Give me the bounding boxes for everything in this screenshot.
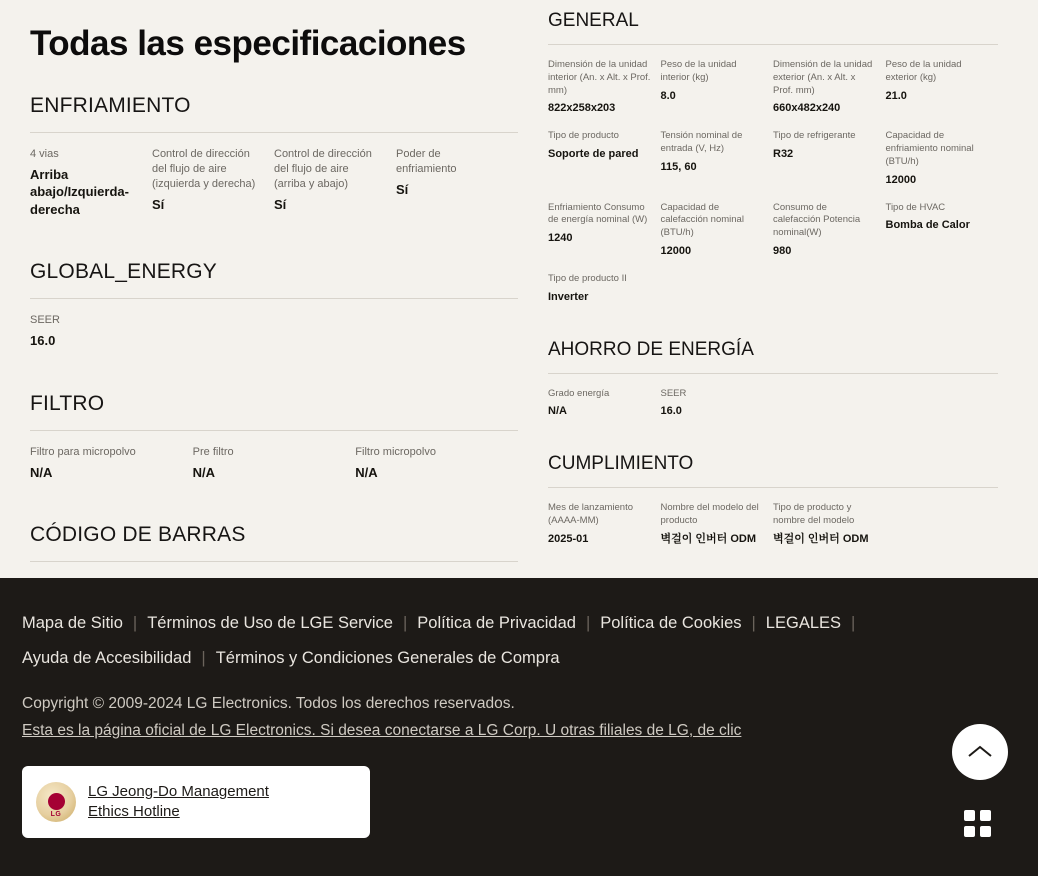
link-separator: |: [201, 648, 206, 667]
spec-value: Arriba abajo/Izquierda-derecha: [30, 166, 129, 217]
spec-value: Soporte de pared: [548, 148, 639, 161]
spec-key: Tipo de producto II: [548, 272, 627, 284]
spec-value: Inverter: [548, 290, 589, 303]
section-ahorro-de-energia: [548, 339, 998, 434]
grid-cell: [980, 826, 991, 837]
ethics-hotline-line-1: LG Jeong-Do Management: [88, 782, 269, 800]
spec-grid: [30, 147, 518, 234]
spec-value: R32: [773, 148, 794, 161]
chevron-up-icon: [967, 744, 993, 760]
spec-key: Filtro para micropolvo: [30, 445, 136, 458]
footer-link-ayuda-de-accesibilidad[interactable]: Ayuda de Accesibilidad: [22, 648, 192, 667]
spec-value: Sí: [152, 196, 165, 212]
spec-item: [773, 59, 886, 116]
spec-key: Poder de enfriamiento: [396, 148, 457, 175]
spec-value: N/A: [355, 464, 378, 480]
spec-value: 벽걸이 인버터 ODM: [660, 532, 757, 545]
footer-link-terminos-y-condiciones[interactable]: Términos y Condiciones Generales de Compra: [215, 648, 560, 667]
spec-value: 12000: [885, 173, 917, 186]
spec-value: 16.0: [660, 405, 682, 418]
spec-item: [773, 502, 886, 546]
spec-value: N/A: [192, 464, 216, 480]
spec-key: Control de dirección del flujo de aire (izquierda y derecha): [152, 148, 256, 190]
link-separator: |: [585, 614, 591, 632]
spec-key: Grado energía: [548, 387, 610, 399]
lg-logo-mark: [48, 793, 65, 810]
spec-key: Tensión nominal de entrada (V, Hz): [660, 130, 743, 155]
spec-value: 벽걸이 인버터 ODM: [773, 532, 869, 545]
spec-key: Consumo de calefacción Potencia nominal(W): [773, 201, 861, 239]
link-separator: |: [402, 614, 408, 632]
spec-value: Bomba de Calor: [885, 219, 970, 232]
section-heading: CÓDIGO DE BARRAS: [30, 523, 246, 547]
spec-value: 21.0: [885, 89, 907, 102]
ethics-hotline-line-2: Ethics Hotline: [88, 802, 180, 820]
section-global-energy: [30, 260, 518, 365]
spec-value: Sí: [274, 196, 287, 212]
spec-item: [396, 147, 518, 218]
spec-item: [30, 313, 193, 349]
scroll-to-top-button[interactable]: [952, 724, 1008, 780]
spec-item: [886, 202, 999, 259]
section-heading: GLOBAL_ENERGY: [30, 260, 218, 284]
spec-key: Capacidad de enfriamiento nominal (BTU/h): [885, 130, 974, 167]
spec-item: [661, 388, 774, 420]
spec-key: 4 vias: [30, 148, 59, 160]
spec-grid: [548, 502, 998, 560]
divider: [30, 430, 518, 431]
spec-value: 980: [773, 245, 792, 257]
spec-key: Dimensión de la unidad exterior (An. x Alt. x Prof. mm): [773, 59, 873, 96]
grid-cell: [964, 810, 975, 821]
ethics-hotline-label: [88, 782, 269, 823]
spec-value: 16.0: [30, 333, 56, 349]
spec-item: [152, 147, 274, 218]
section-filtro: [30, 392, 518, 497]
spec-item: [661, 502, 774, 546]
spec-value: 2025-01: [548, 532, 589, 545]
spec-key: SEER: [660, 387, 687, 399]
spec-key: Tipo de producto: [548, 130, 619, 142]
spec-grid: [30, 313, 518, 365]
footer-link-legales[interactable]: LEGALES: [765, 614, 842, 632]
spec-item: [886, 130, 999, 187]
spec-item: [548, 59, 661, 116]
section-heading: CUMPLIMIENTO: [548, 453, 694, 475]
page-title: Todas las especificaciones: [30, 24, 466, 63]
copyright-text: Copyright © 2009-2024 LG Electronics. Todos los derechos reservados.: [22, 695, 515, 713]
spec-value: 660x482x240: [773, 102, 841, 115]
spec-grid: [30, 445, 518, 497]
spec-key: Peso de la unidad interior (kg): [660, 59, 737, 83]
section-heading: GENERAL: [548, 10, 639, 31]
ethics-hotline-card[interactable]: [22, 766, 370, 838]
spec-item: [773, 202, 886, 259]
divider: [30, 298, 518, 299]
spec-grid: [548, 388, 998, 434]
spec-key: Filtro micropolvo: [355, 445, 436, 458]
spec-value: 12000: [660, 245, 692, 257]
spec-key: Tipo de refrigerante: [773, 130, 856, 142]
divider: [30, 132, 518, 133]
spec-item: [661, 202, 774, 259]
spec-item: [548, 502, 661, 546]
divider: [548, 373, 998, 374]
footer-link-politica-de-privacidad[interactable]: Política de Privacidad: [417, 614, 576, 632]
spec-item: [886, 59, 999, 116]
footer-links-row-1: [22, 606, 1016, 641]
footer-links-row-2: [22, 641, 1016, 676]
spec-item: [548, 273, 661, 305]
spec-key: Mes de lanzamiento (AAAA-MM): [548, 502, 634, 526]
divider: [548, 44, 998, 45]
spec-item: [548, 130, 661, 187]
spec-value: N/A: [30, 464, 53, 480]
spec-key: Peso de la unidad exterior (kg): [885, 59, 962, 83]
footer-link-politica-de-cookies[interactable]: Política de Cookies: [600, 614, 742, 632]
link-separator: |: [751, 614, 756, 632]
spec-key: Dimensión de la unidad interior (An. x Alt. x Prof. mm): [548, 59, 651, 96]
spec-item: [661, 130, 774, 187]
section-heading: FILTRO: [30, 391, 105, 415]
specs-left-column: [0, 0, 548, 578]
section-enfriamiento: [30, 94, 518, 234]
spec-grid: [548, 59, 998, 319]
spec-key: SEER: [30, 314, 60, 327]
spec-value: 822x258x203: [548, 102, 616, 115]
section-cumplimiento: [548, 453, 998, 560]
footer-link-mapa-de-sitio[interactable]: Mapa de Sitio: [22, 614, 123, 632]
spec-item: [30, 445, 193, 481]
footer-link-terminos-de-uso[interactable]: Términos de Uso de LGE Service: [147, 614, 393, 632]
spec-item: [661, 59, 774, 116]
section-heading: AHORRO DE ENERGÍA: [548, 338, 754, 360]
spec-key: Control de dirección del flujo de aire (arriba y abajo): [274, 148, 372, 190]
spec-key: Pre filtro: [192, 445, 234, 458]
spec-value: 115, 60: [660, 160, 697, 173]
spec-key: Enfriamiento Consumo de energía nominal (W): [548, 201, 648, 226]
spec-key: Capacidad de calefacción nominal (BTU/h): [660, 201, 744, 239]
spec-item: [30, 147, 152, 218]
lg-logo-text: LG: [50, 810, 62, 818]
spec-key: Nombre del modelo del producto: [660, 502, 759, 526]
spec-item: [193, 445, 356, 481]
divider: [548, 487, 998, 488]
spec-value: Sí: [396, 181, 409, 197]
section-heading: ENFRIAMIENTO: [30, 94, 191, 117]
link-separator: |: [132, 614, 138, 632]
spec-key: Tipo de HVAC: [885, 201, 946, 213]
spec-item: [773, 130, 886, 187]
grid-cell: [964, 826, 975, 837]
spec-item: [548, 202, 661, 259]
specs-right-column: [548, 0, 1038, 578]
lg-logo-icon: [36, 782, 76, 822]
site-footer: [0, 578, 1038, 876]
spec-item: [274, 147, 396, 218]
divider: [30, 561, 518, 562]
grid-cell: [980, 810, 991, 821]
spec-value: 1240: [548, 232, 573, 245]
spec-item: [548, 388, 661, 420]
spec-key: Tipo de producto y nombre del modelo: [773, 502, 855, 526]
spec-item: [355, 445, 518, 481]
grid-menu-icon[interactable]: [964, 810, 992, 838]
spec-value: N/A: [548, 405, 567, 418]
spec-value: 8.0: [660, 89, 676, 102]
section-general: [548, 10, 998, 319]
official-site-notice-link[interactable]: Esta es la página oficial de LG Electronics. Si desea conectarse a LG Corp. U otras filiales de LG, de clic: [22, 721, 742, 739]
link-separator: |: [851, 614, 856, 632]
